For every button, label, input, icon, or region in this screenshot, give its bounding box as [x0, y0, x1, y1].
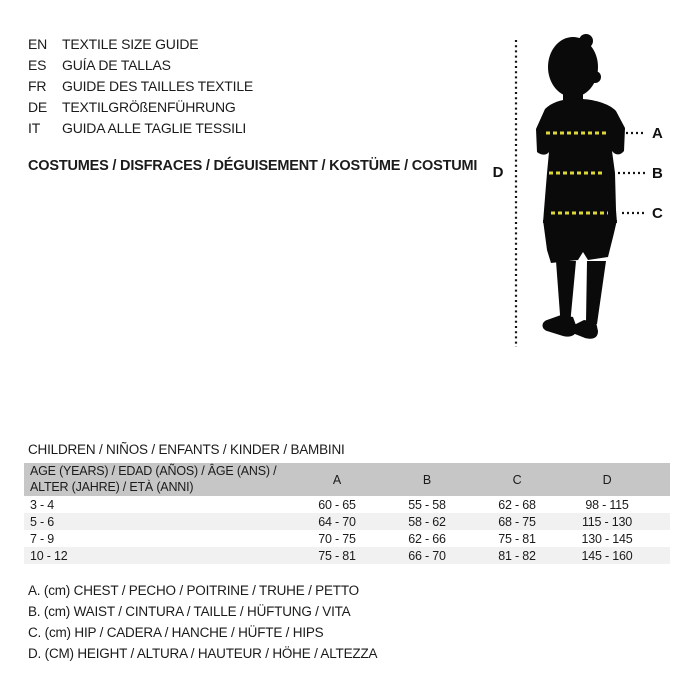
language-code: EN — [28, 36, 48, 52]
language-row — [28, 99, 253, 120]
age-cell: 3 - 4 — [30, 497, 55, 512]
column-header-d: D — [602, 472, 612, 487]
age-cell: 10 - 12 — [30, 548, 68, 563]
waist-range: 66 - 70 — [408, 548, 446, 563]
column-header-c: C — [512, 472, 522, 487]
language-list — [28, 36, 253, 141]
label-a: A — [652, 125, 663, 142]
size-table-header — [24, 463, 670, 496]
language-row — [28, 36, 253, 57]
language-title: TEXTILE SIZE GUIDE — [62, 36, 199, 52]
chest-range: 70 - 75 — [318, 531, 356, 546]
chest-range: 75 - 81 — [318, 548, 356, 563]
language-title: GUIDE DES TAILLES TEXTILE — [62, 78, 254, 94]
table-section-title: CHILDREN / NIÑOS / ENFANTS / KINDER / BAMBINI — [28, 442, 345, 457]
height-range: 130 - 145 — [581, 531, 633, 546]
age-header-line2: ALTER (JAHRE) / ETÀ (ANNI) — [30, 479, 194, 494]
language-code: FR — [28, 78, 47, 94]
language-code: ES — [28, 57, 47, 73]
hip-range: 68 - 75 — [498, 514, 536, 529]
height-range: 115 - 130 — [581, 514, 633, 529]
measurement-legend — [28, 583, 377, 667]
hip-range: 62 - 68 — [498, 497, 536, 512]
child-silhouette — [536, 34, 625, 339]
height-range: 98 - 115 — [585, 497, 629, 512]
height-range: 145 - 160 — [581, 548, 633, 563]
table-row — [24, 496, 670, 513]
legend-item: D. (CM) HEIGHT / ALTURA / HAUTEUR / HÖHE / ALTEZZA — [28, 646, 378, 661]
column-header-a: A — [332, 472, 342, 487]
column-header-b: B — [422, 472, 432, 487]
language-title: TEXTILGRÖßENFÜHRUNG — [62, 99, 236, 115]
label-d: D — [492, 164, 504, 181]
language-row — [28, 120, 253, 141]
size-table — [24, 463, 670, 564]
table-row — [24, 547, 670, 564]
chest-range: 64 - 70 — [318, 514, 356, 529]
language-title: GUIDA ALLE TAGLIE TESSILI — [62, 120, 247, 136]
legend-item: A. (cm) CHEST / PECHO / POITRINE / TRUHE / PETTO — [28, 583, 359, 598]
hip-range: 81 - 82 — [498, 548, 536, 563]
category-title: COSTUMES / DISFRACES / DÉGUISEMENT / KOSTÜME / COSTUMI — [28, 158, 478, 174]
chest-range: 60 - 65 — [318, 497, 356, 512]
label-c: C — [652, 205, 663, 222]
table-row — [24, 513, 670, 530]
age-header-line1: AGE (YEARS) / EDAD (AÑOS) / ÂGE (ANS) / — [30, 464, 277, 478]
language-row — [28, 57, 253, 78]
waist-range: 62 - 66 — [408, 531, 446, 546]
hip-range: 75 - 81 — [498, 531, 536, 546]
language-code: DE — [28, 99, 48, 115]
language-row — [28, 78, 253, 99]
waist-range: 58 - 62 — [408, 514, 446, 529]
legend-item: B. (cm) WAIST / CINTURA / TAILLE / HÜFTUNG / VITA — [28, 604, 351, 619]
age-cell: 7 - 9 — [30, 531, 55, 546]
table-row — [24, 530, 670, 547]
age-cell: 5 - 6 — [30, 514, 55, 529]
language-title: GUÍA DE TALLAS — [62, 57, 171, 73]
waist-range: 55 - 58 — [408, 497, 446, 512]
label-b: B — [652, 165, 663, 182]
age-header-cell — [24, 464, 292, 495]
legend-item: C. (cm) HIP / CADERA / HANCHE / HÜFTE / HIPS — [28, 625, 324, 640]
language-code: IT — [28, 120, 41, 136]
measurement-figure — [485, 25, 695, 355]
